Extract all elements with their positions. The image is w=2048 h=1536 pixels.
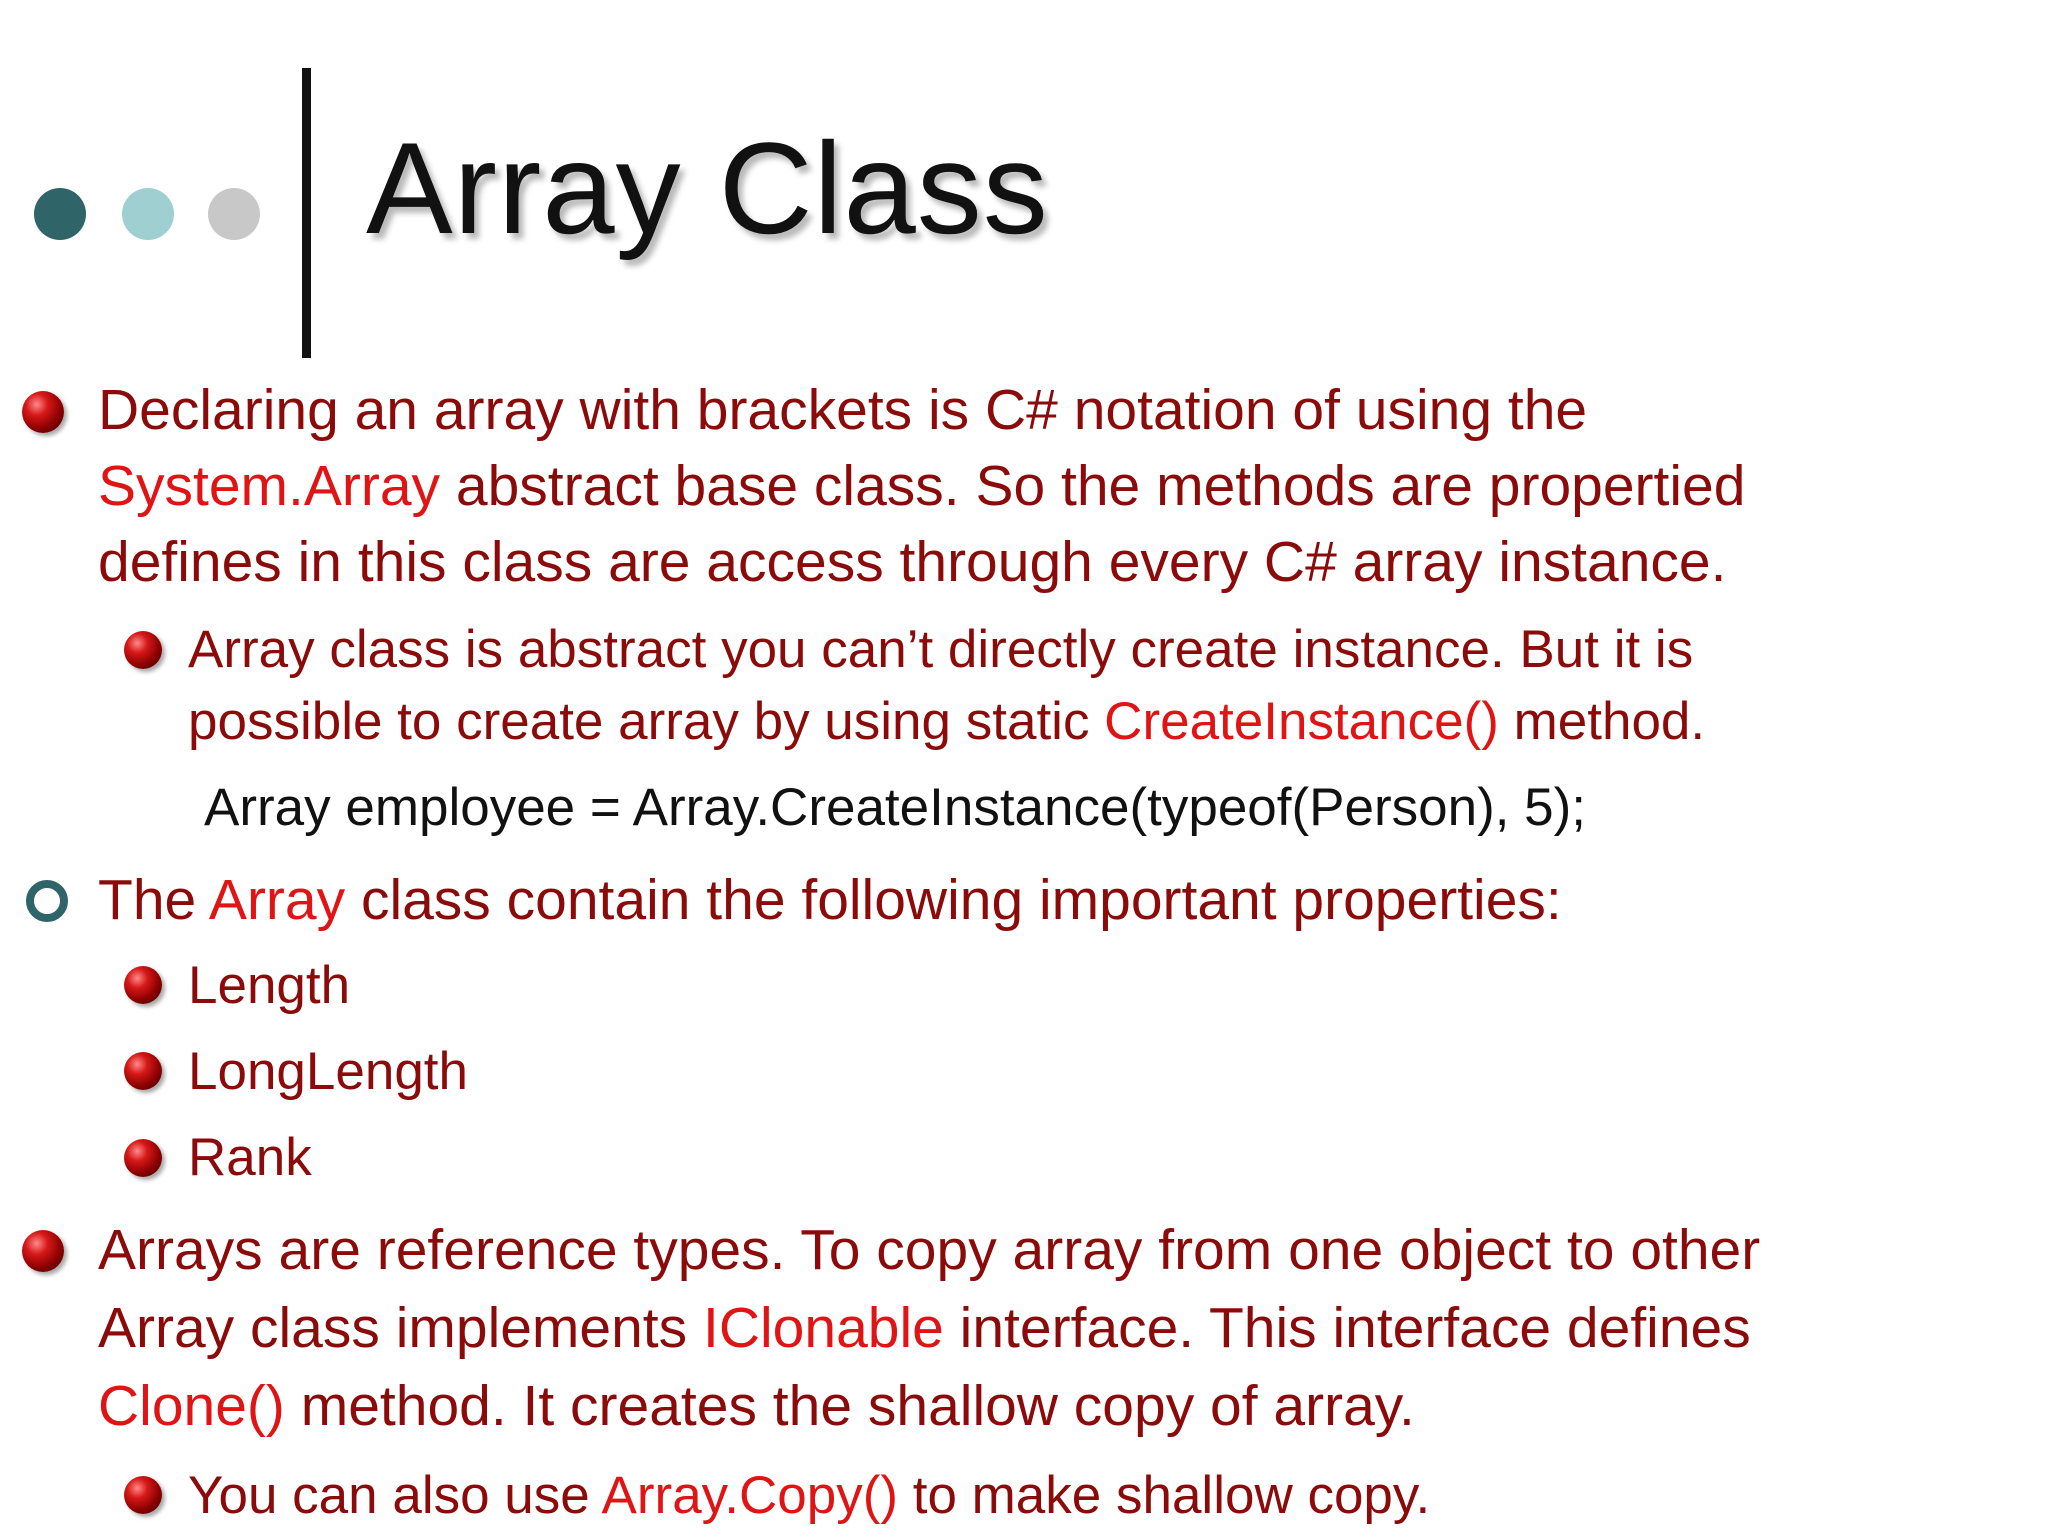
slide-title: Array Class [366, 115, 1049, 261]
iclonable-highlight: IClonable [703, 1296, 944, 1360]
sub-bullet-icon [124, 631, 162, 669]
bullet-3-line-3-post: method. It creates the shallow copy of array. [284, 1374, 1415, 1438]
sub-bullet-icon [124, 1052, 162, 1090]
array-highlight: Array [208, 868, 346, 932]
code-example: Array employee = Array.CreateInstance(typeof(Person), 5); [204, 778, 1587, 837]
array-copy-highlight: Array.Copy() [601, 1466, 898, 1525]
sub-bullet-3-pre: You can also use [188, 1466, 602, 1525]
sub-bullet-1-line-2-post: method. [1498, 692, 1706, 751]
dark-teal-dot [34, 188, 86, 240]
create-instance-highlight: CreateInstance() [1104, 692, 1499, 751]
sub-bullet-1-line-1: Array class is abstract you can’t directly create instance. But it is [188, 620, 1694, 679]
property-longlength: LongLength [188, 1042, 469, 1101]
bullet-3-line-2-post: interface. This interface defines [943, 1296, 1751, 1360]
system-array-highlight: System.Array [98, 454, 441, 518]
bullet-1-line-2 [98, 448, 1745, 524]
bullet-3-line-1: Arrays are reference types. To copy array from one object to other [98, 1218, 1761, 1282]
ring-bullet-icon [26, 880, 68, 922]
bullet-1-line-1: Declaring an array with brackets is C# notation of using the [98, 378, 1588, 442]
clone-highlight: Clone() [98, 1374, 285, 1438]
bullet-3-line-2-pre: Array class implements [98, 1296, 703, 1360]
bullet-2-post: class contain the following important properties: [345, 868, 1562, 932]
grey-dot [208, 188, 260, 240]
sub-bullet-icon [124, 1139, 162, 1177]
bullet-2-line [98, 862, 1562, 938]
sub-bullet-1-line-2 [188, 686, 1705, 758]
sub-bullet-icon [124, 966, 162, 1004]
sub-bullet-1-line-2-pre: possible to create array by using static [188, 692, 1105, 751]
sub-bullet-icon [124, 1476, 162, 1514]
property-rank: Rank [188, 1128, 312, 1187]
light-teal-dot [122, 188, 174, 240]
bullet-icon [22, 1230, 64, 1272]
bullet-1-line-3: defines in this class are access through every C# array instance. [98, 530, 1727, 594]
sub-bullet-3-line [188, 1460, 1430, 1532]
bullet-icon [22, 391, 64, 433]
bullet-3-line-3 [98, 1368, 1415, 1444]
sub-bullet-3-post: to make shallow copy. [898, 1466, 1431, 1525]
bullet-1-line-2-text: abstract base class. So the methods are propertied [440, 454, 1746, 518]
bullet-3-line-2 [98, 1290, 1751, 1366]
bullet-2-pre: The [98, 868, 209, 932]
property-length: Length [188, 956, 351, 1015]
title-divider [302, 68, 311, 358]
